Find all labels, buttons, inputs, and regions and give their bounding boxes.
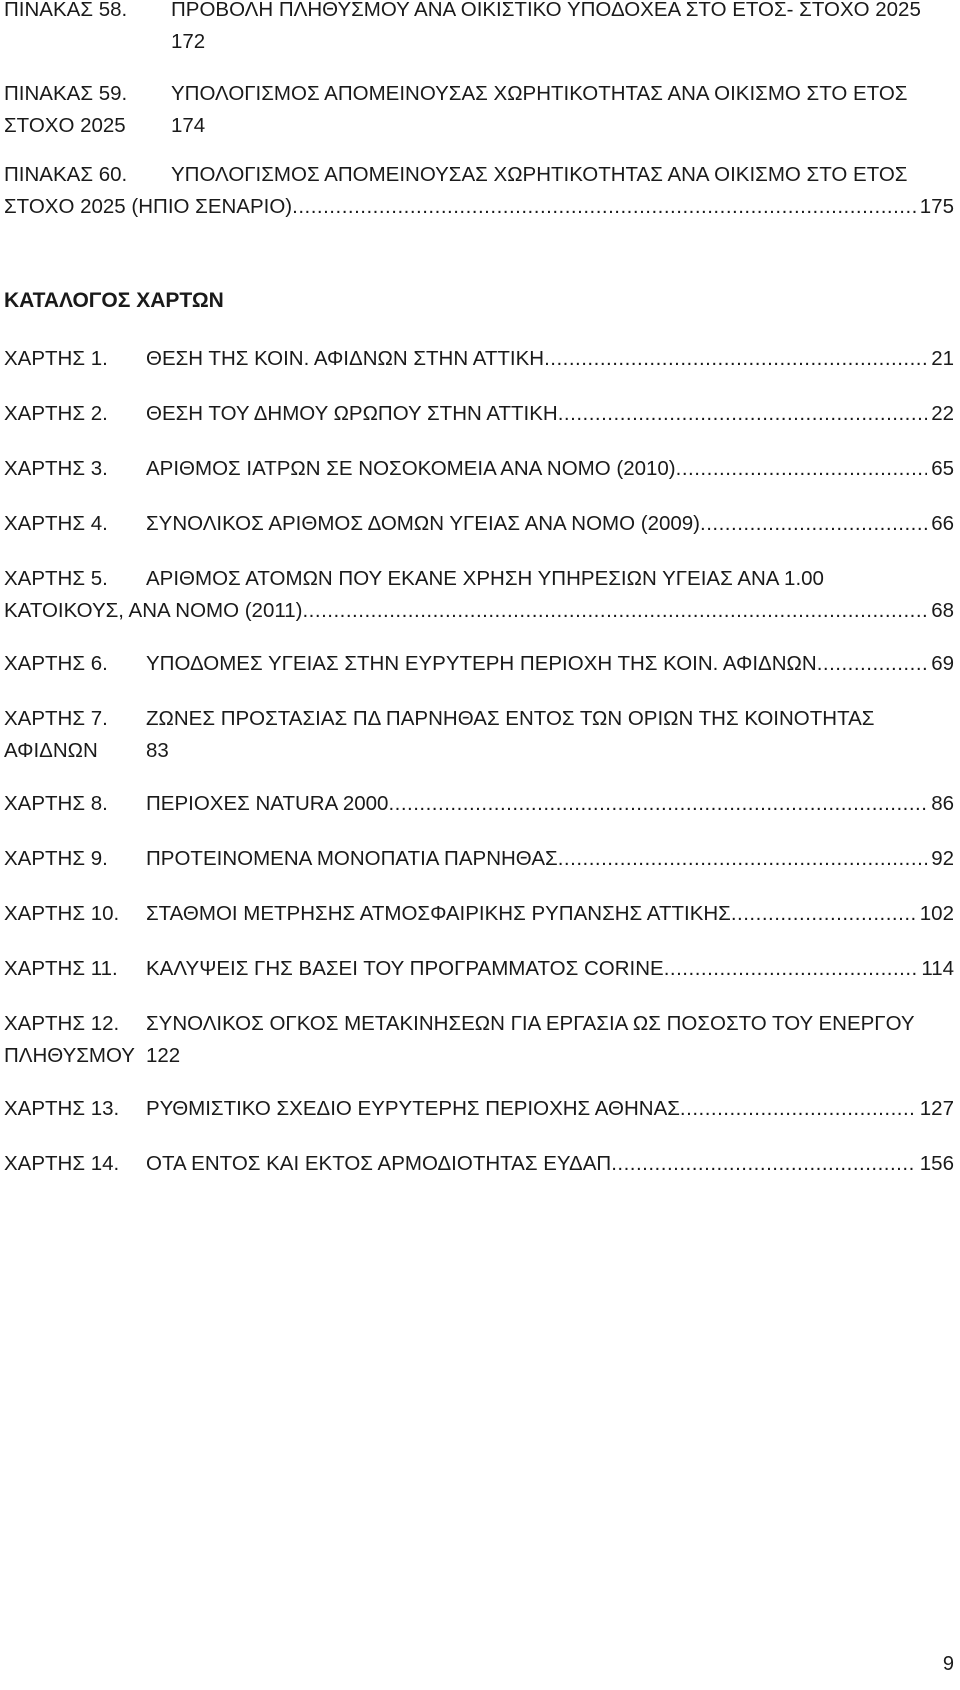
toc-label: ΧΑΡΤΗΣ 4.: [4, 512, 108, 535]
toc-label: ΧΑΡΤΗΣ 3.: [4, 457, 108, 480]
toc-title-continued: ΑΦΙΔΝΩΝ: [4, 739, 98, 762]
toc-title: ΥΠΟΛΟΓΙΣΜΟΣ ΑΠΟΜΕΙΝΟΥΣΑΣ ΧΩΡΗΤΙΚΟΤΗΤΑΣ ΑΝΑ ΟΙΚΙΣΜΟ ΣΤΟ ΕΤΟΣ: [171, 163, 908, 186]
toc-page: 172: [171, 30, 206, 53]
page-number: 9: [942, 1653, 954, 1675]
toc-title: ΣΥΝΟΛΙΚΟΣ ΟΓΚΟΣ ΜΕΤΑΚΙΝΗΣΕΩΝ ΓΙΑ ΕΡΓΑΣΙΑ ΩΣ ΠΟΣΟΣΤΟ ΤΟΥ ΕΝΕΡΓΟΥ: [146, 1012, 915, 1035]
toc-entry-table-58[interactable]: [4, 0, 954, 58]
maps-list-heading: ΚΑΤΑΛΟΓΟΣ ΧΑΡΤΩΝ: [4, 289, 224, 312]
toc-entry-table-60[interactable]: [4, 159, 954, 223]
toc-page: 102: [919, 902, 954, 925]
toc-title: ΣΥΝΟΛΙΚΟΣ ΑΡΙΘΜΟΣ ΔΟΜΩΝ ΥΓΕΙΑΣ ΑΝΑ ΝΟΜΟ (2009): [146, 512, 701, 535]
toc-page: 92: [931, 847, 954, 870]
toc-page: 127: [919, 1097, 954, 1120]
dot-leader: [292, 191, 916, 223]
dot-leader: [664, 953, 918, 985]
toc-entry-map-10[interactable]: [4, 898, 954, 930]
toc-entry-map-11[interactable]: [4, 953, 954, 985]
dot-leader: [700, 508, 927, 540]
toc-title-continued: ΠΛΗΘΥΣΜΟΥ: [4, 1044, 135, 1067]
toc-label: ΧΑΡΤΗΣ 1.: [4, 347, 108, 370]
toc-label: ΠΙΝΑΚΑΣ 58.: [4, 0, 128, 21]
toc-page: 65: [931, 457, 954, 480]
toc-title: ΑΡΙΘΜΟΣ ΙΑΤΡΩΝ ΣΕ ΝΟΣΟΚΟΜΕΙΑ ΑΝΑ ΝΟΜΟ (2010): [146, 457, 676, 480]
dot-leader: [388, 788, 927, 820]
toc-title: ΖΩΝΕΣ ΠΡΟΣΤΑΣΙΑΣ ΠΔ ΠΑΡΝΗΘΑΣ ΕΝΤΟΣ ΤΩΝ ΟΡΙΩΝ ΤΗΣ ΚΟΙΝΟΤΗΤΑΣ: [146, 707, 875, 730]
toc-page: 86: [931, 792, 954, 815]
toc-page: 83: [146, 739, 169, 762]
toc-label: ΧΑΡΤΗΣ 13.: [4, 1097, 120, 1120]
toc-page: 122: [146, 1044, 181, 1067]
toc-page: 68: [931, 599, 954, 622]
dot-leader: [680, 1093, 916, 1125]
toc-title: ΠΡΟΤΕΙΝΟΜΕΝΑ ΜΟΝΟΠΑΤΙΑ ΠΑΡΝΗΘΑΣ: [146, 847, 558, 870]
toc-page: 21: [931, 347, 954, 370]
dot-leader: [817, 648, 928, 680]
dot-leader: [302, 595, 927, 627]
toc-entry-map-5[interactable]: [4, 563, 954, 627]
toc-title: ΚΑΛΥΨΕΙΣ ΓΗΣ ΒΑΣΕΙ ΤΟΥ ΠΡΟΓΡΑΜΜΑΤΟΣ CORINE: [146, 957, 664, 980]
toc-title: ΠΡΟΒΟΛΗ ΠΛΗΘΥΣΜΟΥ ΑΝΑ ΟΙΚΙΣΤΙΚΟ ΥΠΟΔΟΧΕΑ ΣΤΟ ΕΤΟΣ- ΣΤΟΧΟ 2025: [171, 0, 921, 21]
toc-entry-map-3[interactable]: [4, 453, 954, 485]
dot-leader: [611, 1148, 916, 1180]
toc-title: ΣΤΑΘΜΟΙ ΜΕΤΡΗΣΗΣ ΑΤΜΟΣΦΑΙΡΙΚΗΣ ΡΥΠΑΝΣΗΣ ΑΤΤΙΚΗΣ: [146, 902, 731, 925]
toc-label: ΧΑΡΤΗΣ 8.: [4, 792, 108, 815]
toc-entry-map-1[interactable]: [4, 343, 954, 375]
toc-label: ΧΑΡΤΗΣ 9.: [4, 847, 108, 870]
dot-leader: [558, 398, 927, 430]
toc-label: ΧΑΡΤΗΣ 2.: [4, 402, 108, 425]
toc-page: 22: [931, 402, 954, 425]
toc-title: ΥΠΟΔΟΜΕΣ ΥΓΕΙΑΣ ΣΤΗΝ ΕΥΡΥΤΕΡΗ ΠΕΡΙΟΧΗ ΤΗΣ ΚΟΙΝ. ΑΦΙΔΝΩΝ: [146, 652, 817, 675]
toc-title: ΑΡΙΘΜΟΣ ΑΤΟΜΩΝ ΠΟΥ ΕΚΑΝΕ ΧΡΗΣΗ ΥΠΗΡΕΣΙΩΝ ΥΓΕΙΑΣ ΑΝΑ 1.00: [146, 567, 824, 590]
toc-title-continued: ΚΑΤΟΙΚΟΥΣ, ΑΝΑ ΝΟΜΟ (2011): [4, 599, 303, 622]
toc-page: 156: [919, 1152, 954, 1175]
toc-entry-map-8[interactable]: [4, 788, 954, 820]
toc-entry-map-9[interactable]: [4, 843, 954, 875]
toc-title: ΠΕΡΙΟΧΕΣ NATURA 2000: [146, 792, 389, 815]
toc-label: ΧΑΡΤΗΣ 6.: [4, 652, 108, 675]
toc-label: ΠΙΝΑΚΑΣ 60.: [4, 163, 128, 186]
toc-page: 175: [919, 195, 954, 218]
toc-label: ΧΑΡΤΗΣ 14.: [4, 1152, 120, 1175]
toc-title-continued: ΣΤΟΧΟ 2025: [4, 114, 126, 137]
toc-entry-map-12[interactable]: [4, 1008, 954, 1072]
toc-title: ΟΤΑ ΕΝΤΟΣ ΚΑΙ ΕΚΤΟΣ ΑΡΜΟΔΙΟΤΗΤΑΣ ΕΥΔΑΠ: [146, 1152, 612, 1175]
toc-page: 174: [171, 114, 206, 137]
toc-title: ΥΠΟΛΟΓΙΣΜΟΣ ΑΠΟΜΕΙΝΟΥΣΑΣ ΧΩΡΗΤΙΚΟΤΗΤΑΣ ΑΝΑ ΟΙΚΙΣΜΟ ΣΤΟ ΕΤΟΣ: [171, 82, 908, 105]
toc-label: ΧΑΡΤΗΣ 12.: [4, 1012, 120, 1035]
toc-title-continued: ΣΤΟΧΟ 2025 (ΗΠΙΟ ΣΕΝΑΡΙΟ): [4, 195, 293, 218]
toc-entry-map-7[interactable]: [4, 703, 954, 767]
toc-entry-table-59[interactable]: [4, 78, 954, 142]
toc-title: ΘΕΣΗ ΤΟΥ ΔΗΜΟΥ ΩΡΩΠΟΥ ΣΤΗΝ ΑΤΤΙΚΗ: [146, 402, 558, 425]
dot-leader: [676, 453, 928, 485]
toc-label: ΧΑΡΤΗΣ 7.: [4, 707, 108, 730]
toc-page: 69: [931, 652, 954, 675]
toc-entry-map-14[interactable]: [4, 1148, 954, 1180]
toc-title: ΘΕΣΗ ΤΗΣ ΚΟΙΝ. ΑΦΙΔΝΩΝ ΣΤΗΝ ΑΤΤΙΚΗ: [146, 347, 545, 370]
dot-leader: [731, 898, 916, 930]
toc-label: ΧΑΡΤΗΣ 11.: [4, 957, 118, 980]
toc-entry-map-2[interactable]: [4, 398, 954, 430]
dot-leader: [558, 843, 927, 875]
toc-entry-map-6[interactable]: [4, 648, 954, 680]
toc-label: ΧΑΡΤΗΣ 10.: [4, 902, 120, 925]
toc-page: 66: [931, 512, 954, 535]
toc-page: 114: [921, 957, 954, 980]
toc-label: ΧΑΡΤΗΣ 5.: [4, 567, 108, 590]
dot-leader: [544, 343, 927, 375]
toc-entry-map-4[interactable]: [4, 508, 954, 540]
toc-title: ΡΥΘΜΙΣΤΙΚΟ ΣΧΕΔΙΟ ΕΥΡΥΤΕΡΗΣ ΠΕΡΙΟΧΗΣ ΑΘΗΝΑΣ: [146, 1097, 680, 1120]
toc-label: ΠΙΝΑΚΑΣ 59.: [4, 82, 128, 105]
toc-entry-map-13[interactable]: [4, 1093, 954, 1125]
